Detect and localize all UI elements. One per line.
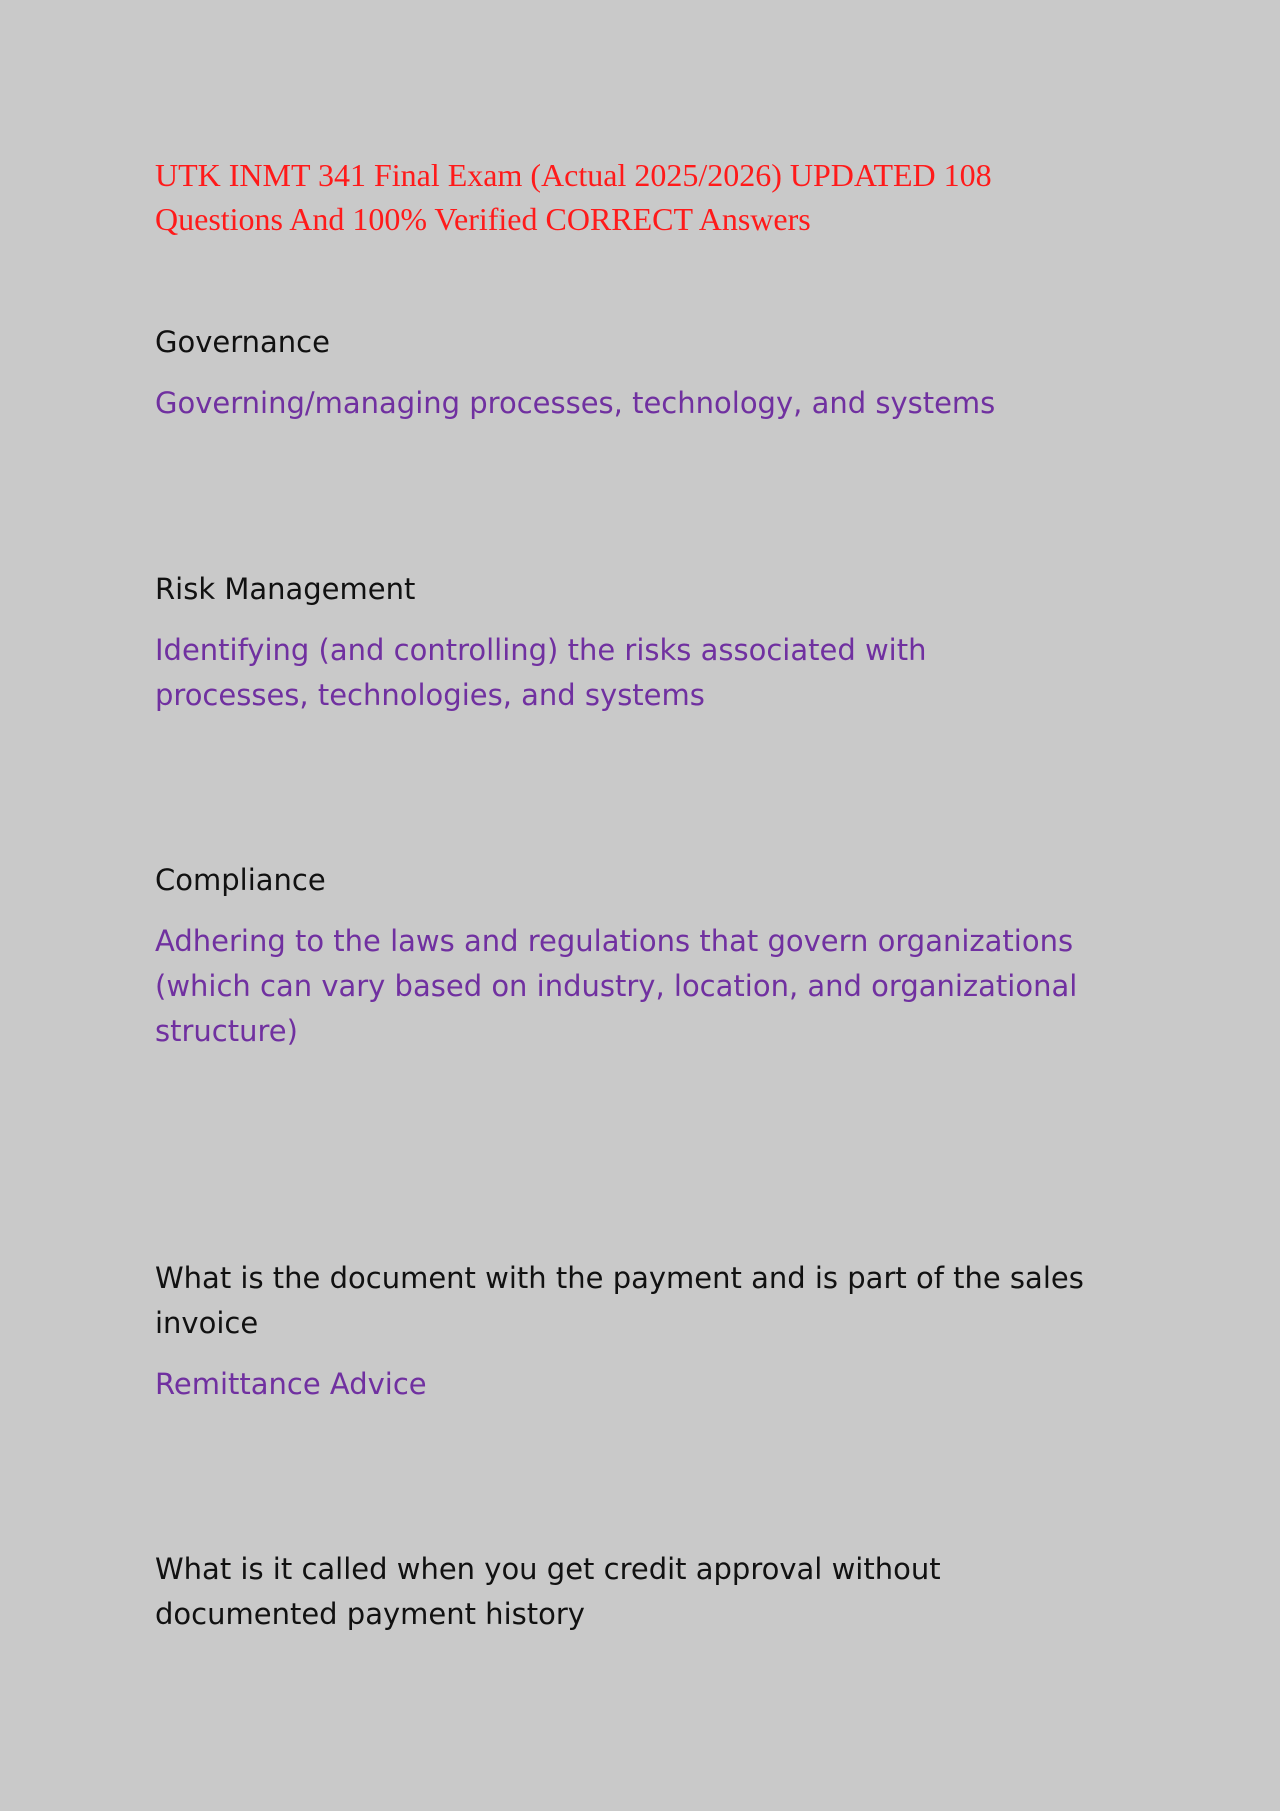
document-title: UTK INMT 341 Final Exam (Actual 2025/2026) UPDATED 108 Questions And 100% Verified CORRECT Answers (155, 157, 992, 237)
flashcard-remittance-advice (155, 1256, 1155, 1407)
card-definition: Adhering to the laws and regulations that govern organizations (which can vary based on industry, location, and organizational structure) (155, 924, 1078, 1048)
card-definition: Governing/managing processes, technology, and systems (155, 386, 996, 420)
flashcard-risk-management (155, 567, 1155, 718)
card-term: Governance (155, 325, 330, 359)
card-definition: Identifying (and controlling) the risks associated with processes, technologies, and systems (155, 633, 927, 712)
card-term: Compliance (155, 863, 326, 897)
flashcard-credit-approval (155, 1547, 1155, 1637)
card-term: Risk Management (155, 572, 416, 606)
card-term: What is the document with the payment and is part of the sales invoice (155, 1261, 1084, 1340)
flashcard-compliance (155, 858, 1155, 1054)
card-term: What is it called when you get credit approval without documented payment history (155, 1552, 941, 1631)
flashcard-governance (155, 320, 1155, 426)
card-definition: Remittance Advice (155, 1367, 427, 1401)
